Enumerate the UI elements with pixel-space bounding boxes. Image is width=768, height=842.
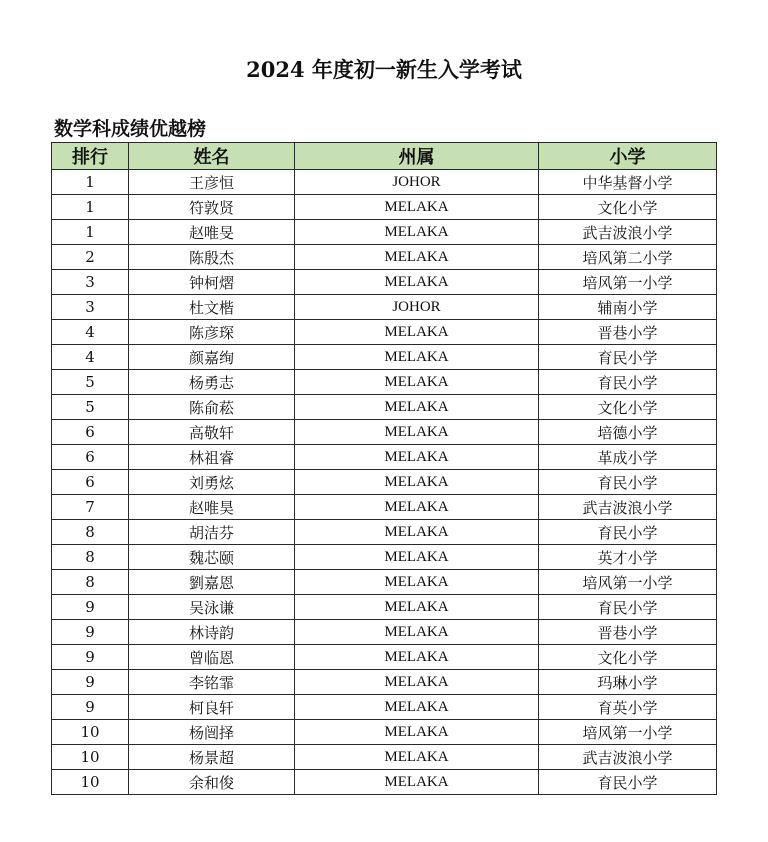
name-cell: 陈彦琛 [129, 320, 295, 345]
state-cell: JOHOR [295, 295, 539, 320]
state-cell: MELAKA [295, 695, 539, 720]
school-cell: 育民小学 [539, 470, 717, 495]
table-row [52, 345, 717, 370]
rank-cell: 1 [52, 170, 129, 195]
rank-cell: 5 [52, 395, 129, 420]
state-cell: MELAKA [295, 445, 539, 470]
table-row [52, 520, 717, 545]
rank-cell: 9 [52, 695, 129, 720]
name-cell: 劉嘉恩 [129, 570, 295, 595]
table-body [52, 170, 717, 795]
state-cell: MELAKA [295, 370, 539, 395]
rank-cell: 6 [52, 420, 129, 445]
rank-cell: 3 [52, 270, 129, 295]
school-cell: 育民小学 [539, 370, 717, 395]
school-cell: 培风第一小学 [539, 570, 717, 595]
rank-cell: 3 [52, 295, 129, 320]
name-cell: 刘勇炫 [129, 470, 295, 495]
name-cell: 符敦贤 [129, 195, 295, 220]
state-cell: MELAKA [295, 270, 539, 295]
name-cell: 林诗韵 [129, 620, 295, 645]
name-cell: 陈俞菘 [129, 395, 295, 420]
header-rank: 排行 [52, 143, 129, 170]
rank-cell: 9 [52, 620, 129, 645]
state-cell: JOHOR [295, 170, 539, 195]
table-row [52, 545, 717, 570]
state-cell: MELAKA [295, 670, 539, 695]
name-cell: 赵唯旻 [129, 220, 295, 245]
rank-cell: 9 [52, 645, 129, 670]
table-row [52, 570, 717, 595]
table-row [52, 670, 717, 695]
rank-cell: 5 [52, 370, 129, 395]
school-cell: 武吉波浪小学 [539, 220, 717, 245]
name-cell: 钟柯熠 [129, 270, 295, 295]
school-cell: 育民小学 [539, 770, 717, 795]
state-cell: MELAKA [295, 520, 539, 545]
rank-cell: 4 [52, 345, 129, 370]
state-cell: MELAKA [295, 720, 539, 745]
name-cell: 吴泳谦 [129, 595, 295, 620]
state-cell: MELAKA [295, 595, 539, 620]
state-cell: MELAKA [295, 745, 539, 770]
name-cell: 赵唯昊 [129, 495, 295, 520]
state-cell: MELAKA [295, 570, 539, 595]
table-row [52, 695, 717, 720]
state-cell: MELAKA [295, 220, 539, 245]
school-cell: 育民小学 [539, 345, 717, 370]
school-cell: 文化小学 [539, 195, 717, 220]
name-cell: 陈殷杰 [129, 245, 295, 270]
table-row [52, 295, 717, 320]
state-cell: MELAKA [295, 245, 539, 270]
rank-cell: 6 [52, 470, 129, 495]
rank-cell: 9 [52, 670, 129, 695]
table-row [52, 495, 717, 520]
school-cell: 培风第一小学 [539, 270, 717, 295]
rank-cell: 9 [52, 595, 129, 620]
school-cell: 育民小学 [539, 520, 717, 545]
table-row [52, 420, 717, 445]
header-school: 小学 [539, 143, 717, 170]
state-cell: MELAKA [295, 420, 539, 445]
name-cell: 颜嘉绚 [129, 345, 295, 370]
name-cell: 林祖睿 [129, 445, 295, 470]
rank-cell: 1 [52, 220, 129, 245]
table-row [52, 270, 717, 295]
name-cell: 曾临恩 [129, 645, 295, 670]
state-cell: MELAKA [295, 195, 539, 220]
table-header-row [52, 143, 717, 170]
name-cell: 胡洁芬 [129, 520, 295, 545]
school-cell: 武吉波浪小学 [539, 745, 717, 770]
section-subtitle: 数学科成绩优越榜 [54, 118, 207, 140]
name-cell: 李铭霏 [129, 670, 295, 695]
school-cell: 培风第一小学 [539, 720, 717, 745]
table-row [52, 245, 717, 270]
state-cell: MELAKA [295, 395, 539, 420]
name-cell: 王彦恒 [129, 170, 295, 195]
table-row [52, 395, 717, 420]
name-cell: 柯良轩 [129, 695, 295, 720]
table-row [52, 470, 717, 495]
school-cell: 育英小学 [539, 695, 717, 720]
school-cell: 玛琳小学 [539, 670, 717, 695]
table-row [52, 595, 717, 620]
state-cell: MELAKA [295, 645, 539, 670]
rank-cell: 1 [52, 195, 129, 220]
state-cell: MELAKA [295, 545, 539, 570]
school-cell: 晋巷小学 [539, 620, 717, 645]
table-row [52, 445, 717, 470]
school-cell: 文化小学 [539, 395, 717, 420]
school-cell: 革成小学 [539, 445, 717, 470]
school-cell: 晋巷小学 [539, 320, 717, 345]
rank-cell: 4 [52, 320, 129, 345]
name-cell: 余和俊 [129, 770, 295, 795]
header-state: 州属 [295, 143, 539, 170]
school-cell: 辅南小学 [539, 295, 717, 320]
school-cell: 育民小学 [539, 595, 717, 620]
name-cell: 杨勇志 [129, 370, 295, 395]
name-cell: 高敬轩 [129, 420, 295, 445]
rank-cell: 10 [52, 720, 129, 745]
school-cell: 英才小学 [539, 545, 717, 570]
school-cell: 培德小学 [539, 420, 717, 445]
rank-cell: 6 [52, 445, 129, 470]
rank-cell: 8 [52, 520, 129, 545]
name-cell: 魏芯颐 [129, 545, 295, 570]
rank-cell: 8 [52, 570, 129, 595]
rank-cell: 10 [52, 770, 129, 795]
table-row [52, 195, 717, 220]
rank-cell: 8 [52, 545, 129, 570]
rank-cell: 7 [52, 495, 129, 520]
header-name: 姓名 [129, 143, 295, 170]
table-row [52, 220, 717, 245]
state-cell: MELAKA [295, 470, 539, 495]
state-cell: MELAKA [295, 770, 539, 795]
page-title: 2024 年度初一新生入学考试 [246, 57, 522, 82]
table-row [52, 620, 717, 645]
school-cell: 中华基督小学 [539, 170, 717, 195]
name-cell: 杨闿择 [129, 720, 295, 745]
state-cell: MELAKA [295, 345, 539, 370]
table-row [52, 170, 717, 195]
school-cell: 武吉波浪小学 [539, 495, 717, 520]
state-cell: MELAKA [295, 495, 539, 520]
state-cell: MELAKA [295, 320, 539, 345]
table-row [52, 645, 717, 670]
rank-cell: 2 [52, 245, 129, 270]
state-cell: MELAKA [295, 620, 539, 645]
name-cell: 杜文楷 [129, 295, 295, 320]
school-cell: 培风第二小学 [539, 245, 717, 270]
school-cell: 文化小学 [539, 645, 717, 670]
table-row [52, 720, 717, 745]
table-row [52, 370, 717, 395]
ranking-table [51, 142, 717, 795]
table-row [52, 770, 717, 795]
name-cell: 杨景超 [129, 745, 295, 770]
rank-cell: 10 [52, 745, 129, 770]
table-row [52, 745, 717, 770]
table-row [52, 320, 717, 345]
